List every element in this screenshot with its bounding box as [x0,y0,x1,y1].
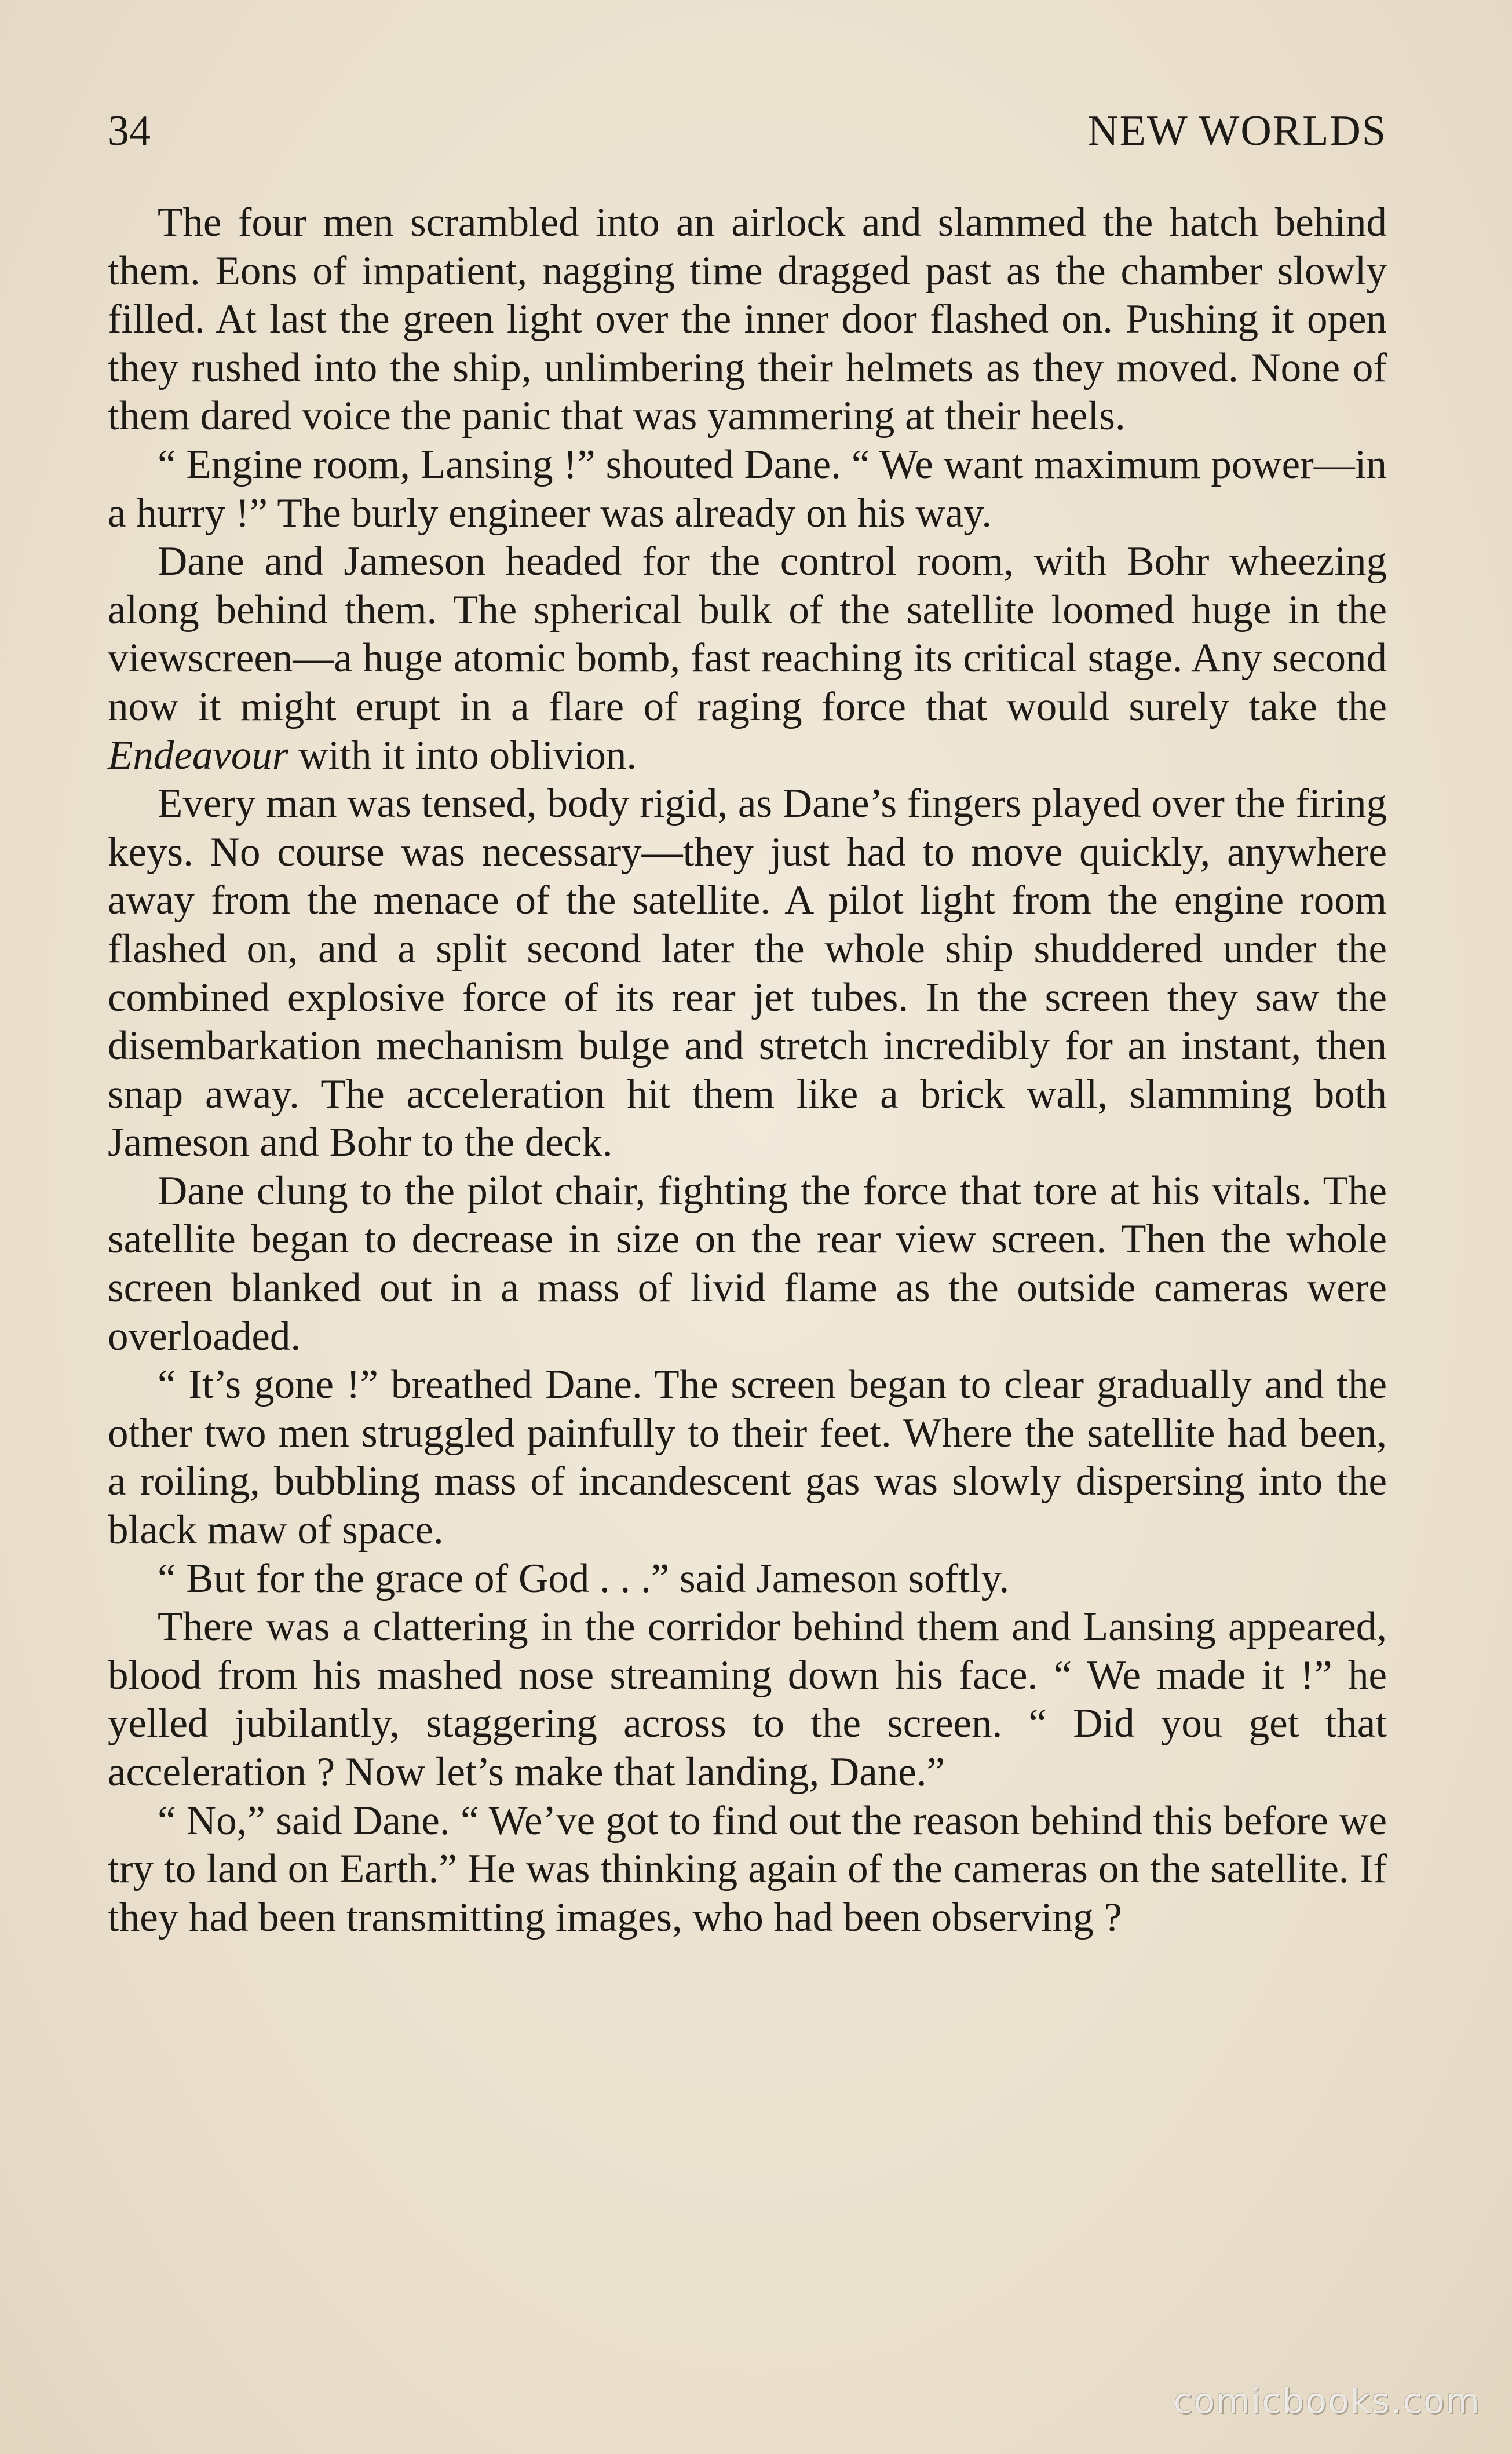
running-head [108,102,1387,160]
paragraph: Dane clung to the pilot chair, fighting the force that tore at his vitals. The satellite began to decrease in size on the rear view screen. Then the whole screen blanked out in a mass of livid flame as the outside cameras were overloaded. [108,1168,1387,1359]
paragraph: “ Engine room, Lansing !” shouted Dane. “ We want maximum power—in a hurry !” The burly engineer was already on his way. [108,441,1387,536]
page-number: 34 [108,107,151,155]
paragraph: “ But for the grace of God . . .” said Jameson softly. [158,1555,1010,1601]
paragraph-text: with it into oblivion. [288,732,637,778]
ship-name: Endeavour [108,732,288,778]
paragraph-text: Dane and Jameson headed for the control room, with Bohr wheezing along behind them. The spherical bulk of the satellite loomed huge in the viewscreen—a huge atomic bomb, fast reaching its critical stage. Any second now it might erupt in a flare of raging force that would surely take the [108,539,1387,729]
paragraph: Every man was tensed, body rigid, as Dane’s fingers played over the firing keys. No course was necessary—they just had to move quickly, anywhere away from the menace of the satellite. A pilot light from the engine room flashed on, and a split second later the whole ship shuddered under the combined explosive force of its rear jet tubes. In the screen they saw the disembarkation mechanism bulge and stretch incredibly for an instant, then snap away. The acceleration hit them like a brick wall, slamming both Jameson and Bohr to the deck. [108,781,1387,1166]
paragraph: There was a clattering in the corridor behind them and Lansing appeared, blood from his mashed nose streaming down his face. “ We made it !” he yelled jubilantly, staggering across to the screen. “ Did you get that acceleration ? Now let’s make that landing, Dane.” [108,1604,1387,1795]
paragraph: “ It’s gone !” breathed Dane. The screen began to clear gradually and the other two men struggled painfully to their feet. Where the satellite had been, a roiling, bubbling mass of incandescent gas was slowly dispersing into the black maw of space. [108,1362,1387,1553]
story-text [108,199,1387,1942]
paragraph [108,538,1387,780]
paragraph: “ No,” said Dane. “ We’ve got to find out the reason behind this before we try to land on Earth.” He was thinking again of the cameras on the satellite. If they had been transmitting images, who had been observing ? [108,1798,1387,1940]
watermark: comicbooks.com [1173,2381,1481,2422]
paragraph: The four men scrambled into an airlock and slammed the hatch behind them. Eons of impatient, nagging time dragged past as the chamber slowly filled. At last the green light over the inner door flashed on. Pushing it open they rushed into the ship, unlimbering their helmets as they moved. None of them dared voice the panic that was yammering at their heels. [108,200,1387,439]
magazine-title: NEW WORLDS [1087,107,1387,155]
